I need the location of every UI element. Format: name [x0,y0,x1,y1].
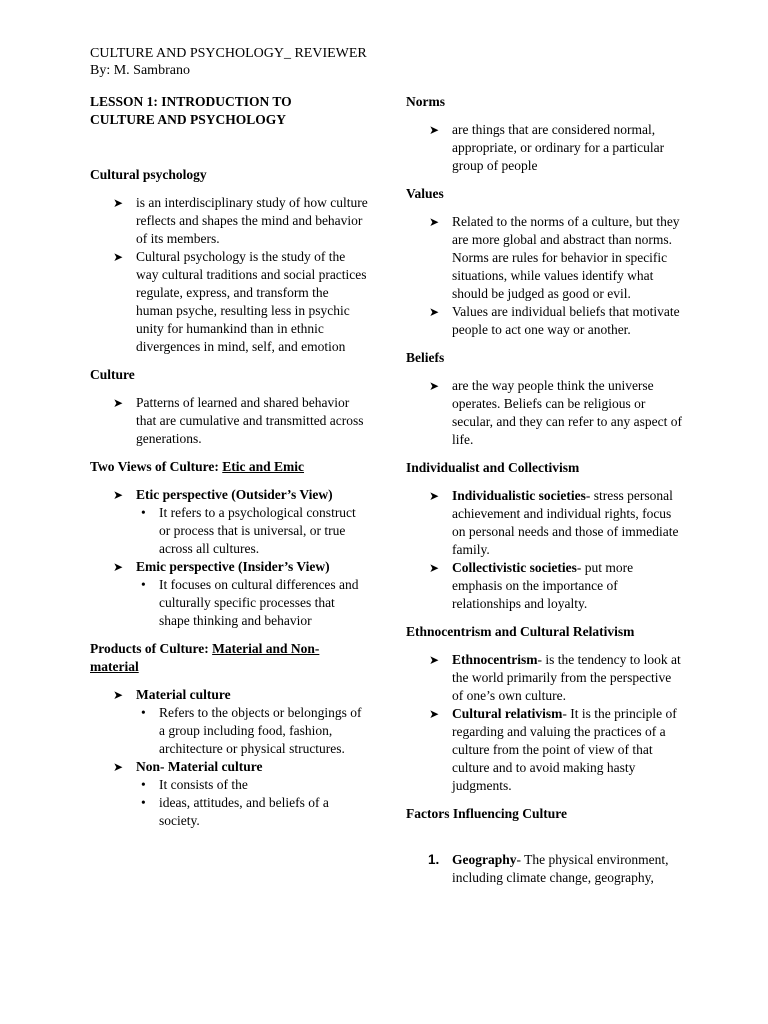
sub-list-item: • ideas, attitudes, and beliefs of a society. [141,795,329,828]
section-heading-individualism: Individualist and Collectivism [406,460,580,475]
section-heading-culture: Culture [90,367,135,382]
list-item: ➤ Etic perspective (Outsider’s View) • It refers to a psychological construct or process that is universal, or true across all cultures. [90,486,368,558]
norms-list [406,121,682,175]
values-list [406,213,682,339]
arrow-bullet-icon: ➤ [429,123,440,137]
section-heading-values: Values [406,186,444,201]
arrow-bullet-icon: ➤ [429,215,440,229]
two-views-list [90,486,368,630]
cultural-psychology-list [90,194,368,356]
list-item: ➤ Ethnocentrism- is the tendency to look at the world primarily from the perspective of one’s own culture. [429,652,681,703]
list-item: ➤ Non- Material culture • It consists of the • ideas, attitudes, and beliefs of a society. [90,758,368,830]
arrow-bullet-icon: ➤ [429,653,440,667]
arrow-bullet-icon: ➤ [113,688,124,702]
arrow-bullet-icon: ➤ [113,396,124,410]
document-title: CULTURE AND PSYCHOLOGY_ REVIEWER [90,46,367,61]
arrow-bullet-icon: ➤ [113,250,124,264]
list-item: ➤ Related to the norms of a culture, but they are more global and abstract than norms. Norms are rules for behavior in specific situations, while values identify what should be judged as good or evil. [429,214,680,301]
section-heading-beliefs: Beliefs [406,350,445,365]
dot-bullet-icon: • [141,777,146,792]
sub-list [136,704,368,758]
lesson-title: LESSON 1: INTRODUCTION TO CULTURE AND PSYCHOLOGY [90,94,292,127]
section-heading-factors: Factors Influencing Culture [406,806,567,821]
sub-list-item: • It focuses on cultural differences and culturally specific processes that shape thinking and behavior [141,577,359,628]
arrow-bullet-icon: ➤ [429,561,440,575]
arrow-bullet-icon: ➤ [113,488,124,502]
dot-bullet-icon: • [141,577,146,592]
list-item: ➤ is an interdisciplinary study of how culture reflects and shapes the mind and behavior of its members. [113,195,368,246]
sub-list [136,776,368,830]
section-heading-ethnocentrism: Ethnocentrism and Cultural Relativism [406,624,635,639]
arrow-bullet-icon: ➤ [113,760,124,774]
individualism-list [406,487,682,613]
culture-list [90,394,368,448]
section-heading-two-views: Two Views of Culture: Etic and Emic [90,459,305,474]
document-author: By: M. Sambrano [90,63,190,78]
left-column [90,93,368,830]
arrow-bullet-icon: ➤ [113,196,124,210]
list-item: ➤ Individualistic societies- stress personal achievement and individual rights, focus on personal needs and those of immediate family. [429,488,679,557]
document-header [90,45,367,79]
dot-bullet-icon: • [141,795,146,810]
dot-bullet-icon: • [141,505,146,520]
sub-list [136,576,368,630]
list-item: ➤ Cultural psychology is the study of the way cultural traditions and social practices regulate, express, and transform the human psyche, resulting less in psychic unity for humankind than in ethnic divergences in mind, self, and emotion [113,249,367,354]
dot-bullet-icon: • [141,705,146,720]
beliefs-list [406,377,682,449]
list-item: 1. Geography- The physical environment, including climate change, geography, [428,852,669,885]
arrow-bullet-icon: ➤ [429,379,440,393]
factors-list [406,851,682,887]
arrow-bullet-icon: ➤ [113,560,124,574]
sub-list-item: • Refers to the objects or belongings of a group including food, fashion, architecture or physical structures. [141,705,362,756]
section-heading-norms: Norms [406,94,445,109]
list-item: ➤ Patterns of learned and shared behavior that are cumulative and transmitted across generations. [113,395,364,446]
list-item: ➤ Material culture • Refers to the objects or belongings of a group including food, fashion, architecture or physical structures. [90,686,368,758]
products-list [90,686,368,830]
sub-list [136,504,368,558]
list-item: ➤ Collectivistic societies- put more emphasis on the importance of relationships and loyalty. [429,560,634,611]
section-heading-products: Products of Culture: Material and Non-material [90,641,320,674]
right-column [406,93,682,887]
arrow-bullet-icon: ➤ [429,489,440,503]
arrow-bullet-icon: ➤ [429,305,440,319]
ethnocentrism-list [406,651,682,795]
sub-list-item: • It consists of the [141,777,248,792]
section-heading-cultural-psychology: Cultural psychology [90,167,207,182]
list-item: ➤ Emic perspective (Insider’s View) • It focuses on cultural differences and culturally specific processes that shape thinking and behavior [90,558,368,630]
list-item: ➤ Values are individual beliefs that motivate people to act one way or another. [429,304,680,337]
list-item: ➤ Cultural relativism- It is the principle of regarding and valuing the practices of a culture from the point of view of that culture and to avoid making hasty judgments. [429,706,677,793]
list-item: ➤ are the way people think the universe operates. Beliefs can be religious or secular, and they can refer to any aspect of life. [429,378,682,447]
arrow-bullet-icon: ➤ [429,707,440,721]
list-item: ➤ are things that are considered normal, appropriate, or ordinary for a particular group of people [429,122,665,173]
sub-list-item: • It refers to a psychological construct or process that is universal, or true across all cultures. [141,505,356,556]
